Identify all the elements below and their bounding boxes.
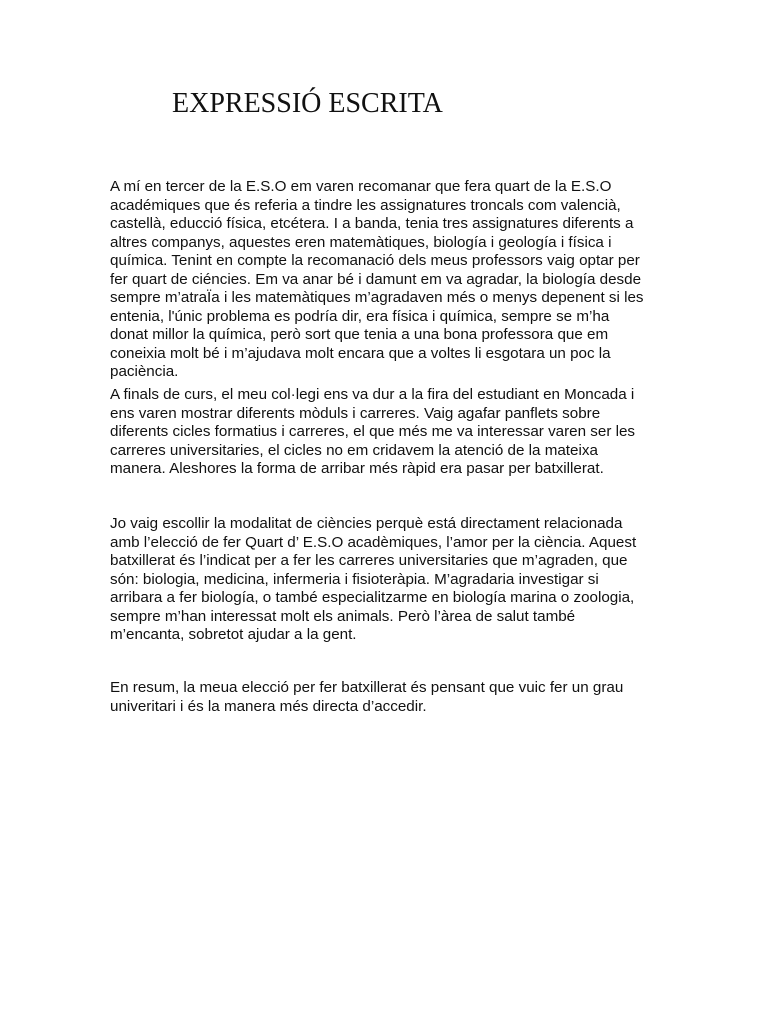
text-line: A finals de curs, el meu col·legi ens va dur a la fira del estudiant en Moncada i <box>110 386 635 403</box>
text-line: són: biologia, medicina, infermeria i fisioteràpia. M’agradaria investigar si <box>110 570 599 588</box>
paragraph-1 <box>110 178 670 382</box>
text-line: manera. Aleshores la forma de arribar més ràpid era pasar per batxillerat. <box>110 460 604 477</box>
text-line: entenia, l'únic problema es podría dir, era física i química, sempre se m’ha <box>110 307 610 325</box>
text-line: batxillerat és l’indicat per a fer les carreres universitaries que m’agraden, que <box>110 552 628 569</box>
text-line: donat millor la química, però sort que tenia a una bona professora que em <box>110 326 609 343</box>
paragraph-2 <box>110 386 670 479</box>
text-line: química. Tenint en compte la recomanació dels meus professors vaig optar per <box>110 252 640 269</box>
text-line: altres companys, aquestes eren matemàtiques, biología i geología i física i <box>110 233 612 251</box>
text-line: A mí en tercer de la E.S.O em varen recomanar que fera quart de la E.S.O <box>110 178 612 195</box>
text-line: ens varen mostrar diferents mòduls i carreres. Vaig agafar panflets sobre <box>110 404 601 422</box>
text-line: arribara a fer biología, o també especialitzarme en biología marina o zoologia, <box>110 589 635 606</box>
text-line: académiques que és referia a tindre les assignatures troncals com valencià, <box>110 196 621 214</box>
document-title: EXPRESSIÓ ESCRITA <box>172 88 443 119</box>
text-line: Jo vaig escollir la modalitat de ciències perquè está directament relacionada <box>110 515 623 532</box>
text-line: coneixia molt bé i m’ajudava molt encara que a voltes li esgotara un poc la <box>110 344 611 362</box>
paragraph-4 <box>110 679 670 716</box>
text-line: paciència. <box>110 363 179 380</box>
text-line: En resum, la meua elecció per fer batxillerat és pensant que vuic fer un grau <box>110 679 624 696</box>
text-line: univeritari i és la manera més directa d’accedir. <box>110 697 427 715</box>
text-line: sempre m’han interessat molt els animals. Però l’àrea de salut també <box>110 607 576 625</box>
paragraph-3 <box>110 515 670 645</box>
text-line: m’encanta, sobretot ajudar a la gent. <box>110 626 357 643</box>
text-line: fer quart de ciéncies. Em va anar bé i damunt em va agradar, la biología desde <box>110 270 642 288</box>
text-line: carreres universitaries, el cicles no em cridavem la atenció de la mateixa <box>110 441 598 459</box>
text-line: amb l’elecció de fer Quart d’ E.S.O acadèmiques, l’amor per la ciència. Aquest <box>110 533 637 551</box>
text-line: castellà, educció física, etcétera. I a banda, tenia tres assignatures diferents a <box>110 215 634 232</box>
text-line: sempre m’atraÏa i les matemàtiques m’agradaven més o menys depenent si les <box>110 289 644 306</box>
text-line: diferents cicles formatius i carreres, el que més me va interessar varen ser les <box>110 423 636 440</box>
